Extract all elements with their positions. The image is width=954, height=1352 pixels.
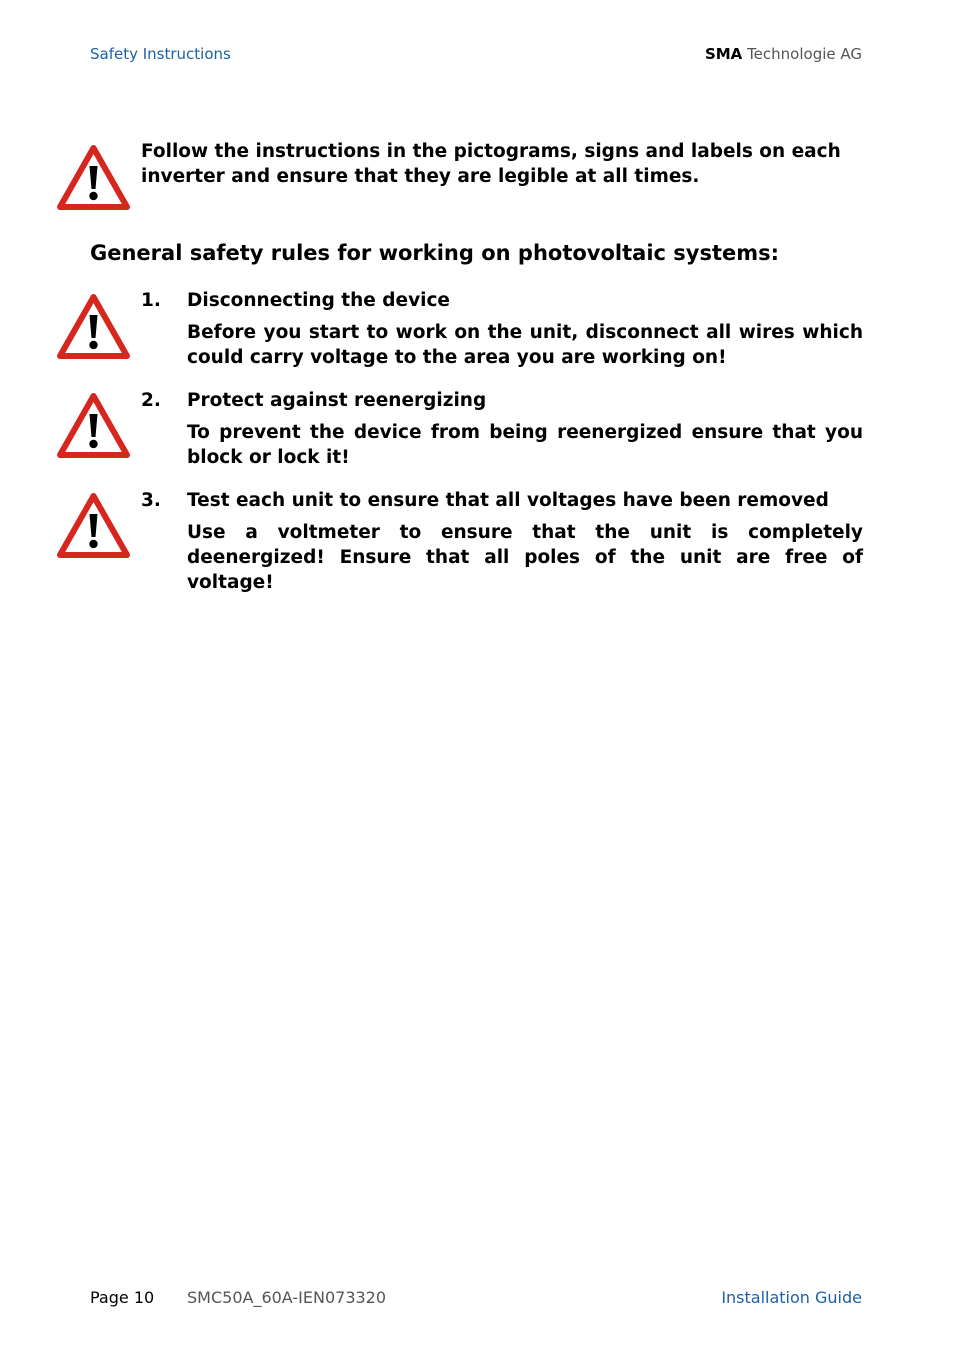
step-title: Protect against reenergizing [187, 390, 487, 411]
step-number: 3. [141, 490, 161, 511]
header-section-title: Safety Instructions [90, 45, 231, 63]
step-body: Before you start to work on the unit, disconnect all wires which could carry voltage to the area you are working on! [187, 322, 863, 368]
header-company-suffix: Technologie AG [747, 45, 862, 63]
step-number: 1. [141, 290, 161, 311]
footer-guide-title: Installation Guide [721, 1288, 862, 1307]
step-body: Use a voltmeter to ensure that the unit is completely deenergized! Ensure that all poles of the unit are free of voltage! [187, 522, 863, 593]
step-number: 2. [141, 390, 161, 411]
warning-triangle-icon [56, 392, 131, 459]
step-title: Test each unit to ensure that all voltages have been removed [187, 490, 829, 511]
intro-text: Follow the instructions in the pictograms, signs and labels on each inverter and ensure that they are legible at all times. [141, 141, 841, 187]
warning-triangle-icon [56, 293, 131, 360]
footer-page-number: Page 10 [90, 1288, 155, 1307]
header-brand: SMA [704, 45, 743, 63]
warning-triangle-icon [56, 144, 131, 211]
header-company [705, 45, 862, 63]
footer-doc-id: SMC50A_60A-IEN073320 [187, 1288, 387, 1307]
section-heading: General safety rules for working on photovoltaic systems: [90, 241, 780, 265]
step-body: To prevent the device from being reenergized ensure that you block or lock it! [187, 422, 863, 468]
warning-triangle-icon [56, 492, 131, 559]
step-title: Disconnecting the device [187, 290, 450, 311]
